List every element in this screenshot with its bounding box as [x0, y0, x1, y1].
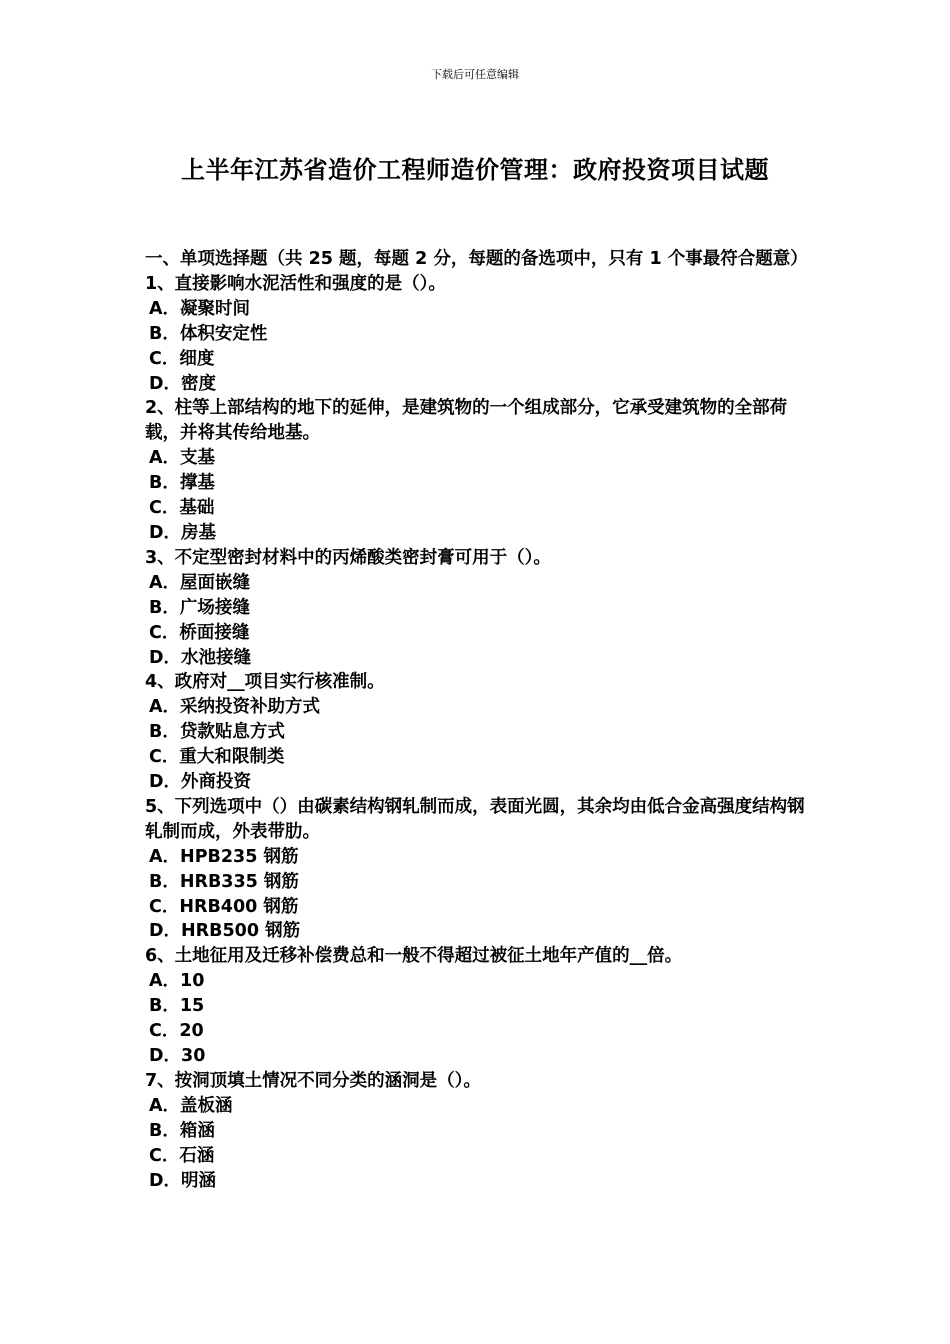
option-a: A．采纳投资补助方式	[149, 697, 321, 718]
question-3	[145, 546, 815, 671]
option-c: C．基础	[149, 498, 215, 519]
section-heading: 一、单项选择题（共 25 题，每题 2 分，每题的备选项中，只有 1 个事最符合题意）	[145, 249, 808, 269]
option-d: D．HRB500 钢筋	[149, 921, 301, 942]
option-a: A．屋面嵌缝	[149, 572, 251, 593]
option-d: D．水池接缝	[149, 647, 252, 668]
option-d: D．30	[149, 1046, 206, 1066]
question-6	[145, 944, 815, 1069]
question-stem: 6、土地征用及迁移补偿费总和一般不得超过被征土地年产值的__倍。	[145, 946, 683, 967]
option-b: B．撑基	[149, 473, 215, 494]
option-b: B．HRB335 钢筋	[149, 871, 299, 892]
option-a: A．支基	[149, 448, 216, 469]
option-b: B．箱涵	[149, 1120, 215, 1141]
question-stem: 1、直接影响水泥活性和强度的是（）。	[145, 273, 446, 294]
question-1	[145, 272, 815, 397]
option-b: B．广场接缝	[149, 597, 250, 618]
option-d: D．外商投资	[149, 772, 252, 793]
question-5	[145, 795, 815, 944]
option-a: A．凝聚时间	[149, 298, 251, 319]
question-stem: 5、下列选项中（）由碳素结构钢轧制而成，表面光圆，其余均由低合金高强度结构钢轧制而成，外表带肋。	[145, 796, 805, 842]
option-c: C．石涵	[149, 1145, 215, 1166]
question-stem: 2、柱等上部结构的地下的延伸，是建筑物的一个组成部分，它承受建筑物的全部荷载，并将其传给地基。	[145, 398, 788, 444]
page-title: 上半年江苏省造价工程师造价管理：政府投资项目试题	[181, 156, 769, 184]
exam-content	[145, 247, 815, 1193]
option-b: B．贷款贴息方式	[149, 722, 285, 743]
option-a: A．HPB235 钢筋	[149, 846, 299, 867]
question-stem: 4、政府对__项目实行核准制。	[145, 672, 385, 693]
option-b: B．15	[149, 996, 205, 1017]
option-c: C．20	[149, 1021, 204, 1042]
option-a: A．10	[149, 971, 205, 992]
option-c: C．HRB400 钢筋	[149, 896, 299, 917]
page-header: 下载后可任意编辑	[431, 68, 519, 81]
question-4	[145, 670, 815, 795]
question-2	[145, 396, 815, 545]
question-stem: 3、不定型密封材料中的丙烯酸类密封膏可用于（）。	[145, 547, 551, 568]
question-7	[145, 1069, 815, 1194]
option-c: C．重大和限制类	[149, 747, 285, 768]
option-d: D．密度	[149, 373, 217, 394]
option-d: D．房基	[149, 522, 217, 543]
option-d: D．明涵	[149, 1170, 217, 1191]
option-c: C．桥面接缝	[149, 622, 250, 643]
question-stem: 7、按洞顶填土情况不同分类的涵洞是（）。	[145, 1070, 481, 1091]
option-b: B．体积安定性	[149, 323, 268, 344]
option-a: A．盖板涵	[149, 1095, 233, 1116]
option-c: C．细度	[149, 348, 215, 369]
